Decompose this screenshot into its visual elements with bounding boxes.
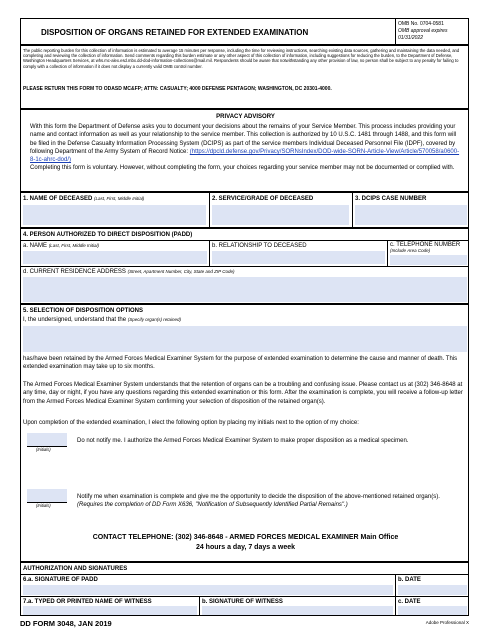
name-of-deceased-label: 1. NAME OF DECEASED (Last, First, Middle Initial) [23,196,145,202]
option2-text: Notify me when examination is complete and give me the opportunity to decide the disposition of the above-mentioned retained organ(s). (Requires the completion of DD Form X636, "Notification of Subsequently Identified Partial Remains".) [77,494,440,509]
padd-signature-label: 6.a. SIGNATURE OF PADD [23,577,98,583]
authorization-heading: AUTHORIZATION AND SIGNATURES [23,566,128,572]
padd-signature-input[interactable] [23,585,393,595]
upon-completion-text: Upon completion of the extended examination, I elect the following option by placing my initials next to the option of my choice: [23,420,359,426]
residence-address-input[interactable] [23,277,467,302]
padd-heading: 4. PERSON AUTHORIZED TO DIRECT DISPOSITION (PADD) [23,232,193,238]
dcips-case-number-label: 3. DCIPS CASE NUMBER [355,196,427,202]
telephone-label: c. TELEPHONE NUMBER (Include Area Code) [390,242,461,253]
contact-telephone: CONTACT TELEPHONE: (302) 346-8648 - ARMED FORCES MEDICAL EXAMINER Main Office [92,534,399,541]
contact-hours: 24 hours a day, 7 days a week [195,544,296,551]
burden-statement [20,45,469,109]
privacy-heading: PRIVACY ADVISORY [216,114,275,120]
padd-section [20,228,469,304]
privacy-text-voluntary: Completing this form is voluntary. However, without completing the form, your choices regarding your service member may not be documented or complied with. [30,165,455,172]
witness-signature-label: b. SIGNATURE OF WITNESS [202,599,283,605]
form-id: DD FORM 3048, JAN 2019 [20,619,112,628]
relationship-label: b. RELATIONSHIP TO DECEASED [212,243,307,249]
privacy-text [30,123,462,173]
privacy-advisory [20,109,469,192]
telephone-input[interactable] [390,255,467,265]
witness-name-label: 7.a. TYPED OR PRINTED NAME OF WITNESS [23,599,152,605]
disposition-section [20,304,469,562]
service-grade-label: 2. SERVICE/GRADE OF DECEASED [212,196,314,202]
option1-initials-input[interactable] [27,433,67,446]
section5-heading: 5. SELECTION OF DISPOSITION OPTIONS [23,308,144,314]
witness-date-label: c. DATE [398,599,421,605]
form-title: DISPOSITION OF ORGANS RETAINED FOR EXTENDED EXAMINATION [41,28,309,37]
burden-text: The public reporting burden for this collection of information is estimated to average 15 minutes per response, including the time for reviewing instructions, searching existing data sources, gathering and maintaining the data needed, and completing and reviewing the collection of information. Send comments regarding this burden estimate or any other aspect of this collection of information, including suggestions for reducing the burden, to the Department of Defense, Washington Headquarters Services, at whs.mc-alex.esd.mbx.dd-dod-information-collections@mail.mil. Respondents should be aware that notwithstanding any other provision of law, no person shall be subject to any penalty for failing to comply with a collection of information if it does not display a currently valid OMB control number. [23,48,460,69]
option1-initials-label: (Initials) [36,447,51,452]
name-of-deceased-input[interactable] [23,205,206,225]
privacy-text-main: With this form the Department of Defense asks you to document your decisions about the remains of your Service Member. This process includes providing your name and contact information as well as your relationship to the service member. This collection is authorized by 10 U.S.C. 1481 through 1488, and this form will be filed in the Defense Casualty Information Processing System (DCIPS) as part of the service members Individual Deceased Personnel File (IDPF), covered by following Department of the Army System of Record Notice: [30,124,457,155]
omb-approval-label: OMB approval expires [398,28,448,34]
dcips-case-number-input[interactable] [355,205,467,225]
omb-expiration-date: 01/31/2022 [398,35,424,41]
authorization-section [20,562,469,616]
signature-date-label: b. DATE [398,577,421,583]
option1-text: Do not notify me. I authorize the Armed Forces Medical Examiner System to make proper disposition as a medical specimen. [77,438,409,444]
witness-signature-input[interactable] [202,606,393,615]
organs-retained-input[interactable] [23,326,467,352]
retained-text: has/have been retained by the Armed Forces Medical Examiner System for the purpose of extended examination to determine the cause and manner of death. This extended examination may take up to six months. [23,356,458,371]
option2-initials-label: (Initials) [36,503,51,508]
undersigned-text: I, the undersigned, understand that the (Specify organ(s) retained) [23,317,182,323]
form-header [20,18,469,45]
witness-date-input[interactable] [398,606,467,615]
residence-address-label: d. CURRENT RESIDENCE ADDRESS (Street, Apartment Number, City, State and ZIP Code) [23,269,235,275]
understand-text: The Armed Forces Medical Examiner System understands that the retention of organs can be a troubling and confusing issue. Please contact us at (302) 346-8648 at any time, day or night, if you have any questions regarding this extended examination or this form. After the examination is complete, you will receive a follow-up letter from the Armed Forces Medical Examiner System confirming your selection of disposition of the retained organ(s). [23,382,463,405]
return-address: PLEASE RETURN THIS FORM TO ODASD MC&FP; ATTN: CASUALTY; 4000 DEFENSE PENTAGON; WASHINGTON, DC 20301-4000. [23,86,332,92]
sorn-link[interactable]: (https://dpcld.defense.gov/Privacy/SORNsIndex/DOD-wide-SORN-Article-View/Article/570058/a0600-8-1c-ahrc-dod/) [30,148,460,164]
form-page [20,18,469,628]
witness-name-input[interactable] [23,606,197,615]
padd-name-input[interactable] [23,251,207,264]
deceased-info-row [20,192,469,228]
pdf-producer: Adobe Professional X [425,620,469,625]
relationship-input[interactable] [212,251,385,264]
service-grade-input[interactable] [212,205,349,225]
option2-initials-input[interactable] [27,489,67,502]
omb-number: OMB No. 0704-0581 [398,21,444,27]
signature-date-input[interactable] [398,585,467,595]
padd-name-label: a. NAME (Last, First, Middle Initial) [23,243,99,249]
